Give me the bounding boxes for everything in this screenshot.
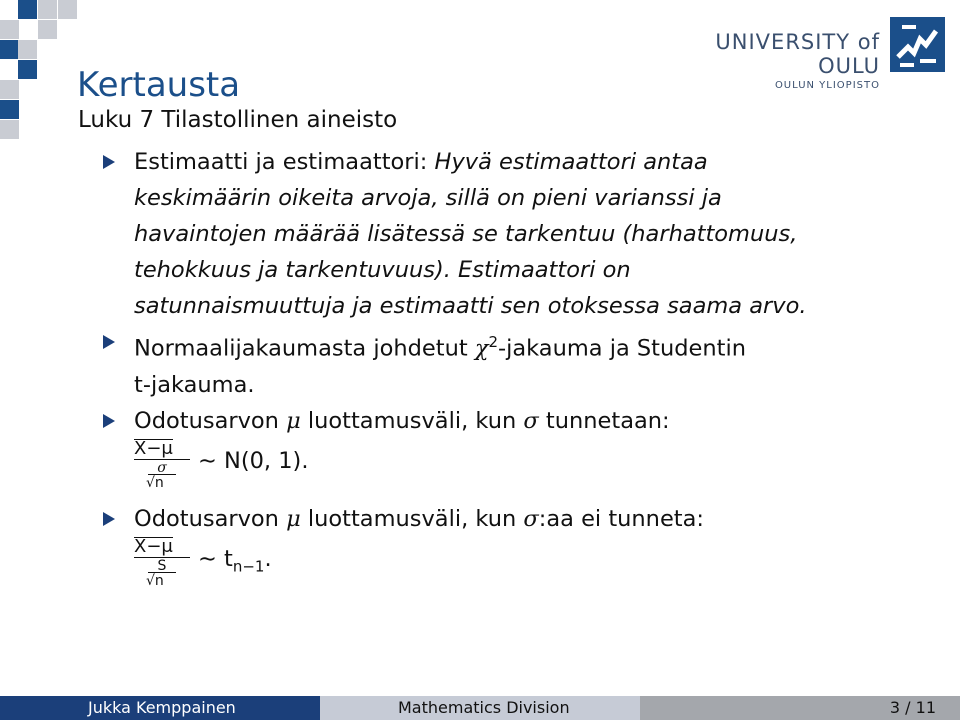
chi-symbol: χ bbox=[474, 335, 489, 362]
mu-symbol: μ bbox=[286, 407, 301, 434]
text-plain: luottamusväli, kun bbox=[300, 407, 524, 434]
text-line bbox=[134, 144, 863, 180]
text-plain: -jakauma ja Studentin bbox=[498, 335, 746, 362]
denominator-sqrt: √n bbox=[146, 474, 164, 491]
bullet-triangle-icon bbox=[103, 414, 115, 428]
footer-author: Jukka Kemppainen bbox=[0, 696, 320, 720]
text-plain: :aa ei tunneta: bbox=[538, 505, 704, 532]
text-line: havaintojen määrää lisätessä se tarkentuu (harhattomuus, bbox=[134, 221, 798, 247]
numerator-text: X−μ bbox=[134, 535, 173, 557]
superscript: 2 bbox=[488, 333, 499, 351]
bullet-item-known-sigma bbox=[103, 403, 863, 501]
slide-subtitle: Luku 7 Tilastollinen aineisto bbox=[78, 107, 398, 133]
sigma-symbol: σ bbox=[523, 407, 539, 434]
slide-content bbox=[103, 144, 863, 599]
formula-unknown-sigma bbox=[134, 537, 863, 599]
footer-page-number: 3 / 11 bbox=[640, 696, 960, 720]
bullet-item-estimator bbox=[103, 144, 863, 324]
mu-symbol: μ bbox=[286, 505, 301, 532]
fraction-numerator bbox=[134, 537, 190, 557]
footer-division: Mathematics Division bbox=[320, 696, 640, 720]
bullet-triangle-icon bbox=[103, 335, 115, 349]
denominator-sqrt: √n bbox=[146, 572, 164, 589]
text-line bbox=[134, 403, 863, 439]
text-line: satunnaismuuttuja ja estimaatti sen otoksessa saama arvo. bbox=[134, 293, 807, 319]
text-line: t-jakauma. bbox=[134, 371, 255, 398]
formula-rhs bbox=[198, 541, 272, 585]
text-plain: Odotusarvon bbox=[134, 407, 287, 434]
bullet-triangle-icon bbox=[103, 512, 115, 526]
text-line bbox=[134, 501, 863, 537]
text-plain: Odotusarvon bbox=[134, 505, 287, 532]
text-plain: tunnetaan: bbox=[538, 407, 670, 434]
denominator-top: S bbox=[157, 557, 167, 574]
logo-main-text: UNIVERSITY of OULU bbox=[715, 30, 880, 78]
bullet-item-unknown-sigma bbox=[103, 501, 863, 599]
university-logo-text bbox=[656, 30, 880, 91]
text-plain: Normaalijakaumasta johdetut bbox=[134, 335, 475, 362]
term-bold: Estimaatti ja estimaattori bbox=[134, 149, 420, 175]
text-italic: Hyvä estimaattori antaa bbox=[434, 149, 708, 175]
text-line: tehokkuus ja tarkentuvuus). Estimaattori on bbox=[134, 257, 631, 283]
text-plain: luottamusväli, kun bbox=[300, 505, 524, 532]
rhs-end: . bbox=[264, 545, 272, 572]
text-line bbox=[134, 324, 863, 367]
university-emblem-icon bbox=[890, 17, 945, 72]
fraction-numerator bbox=[134, 439, 190, 459]
numerator-text: X−μ bbox=[134, 437, 173, 459]
sigma-symbol: σ bbox=[523, 505, 539, 532]
bullet-triangle-icon bbox=[103, 155, 115, 169]
footer-bar bbox=[0, 696, 960, 720]
formula-known-sigma bbox=[134, 439, 863, 501]
logo-sub-text: OULUN YLIOPISTO bbox=[774, 80, 880, 91]
text-plain: : bbox=[419, 149, 435, 175]
denominator-top: σ bbox=[157, 459, 167, 476]
slide-title: Kertausta bbox=[77, 65, 241, 105]
formula-rhs: ∼ N(0, 1). bbox=[198, 447, 309, 474]
text-line: keskimäärin oikeita arvoja, sillä on pieni varianssi ja bbox=[134, 185, 722, 211]
rhs-subscript: n−1 bbox=[232, 557, 265, 575]
bullet-item-distributions bbox=[103, 324, 863, 403]
rhs-text: ∼ t bbox=[198, 545, 233, 572]
